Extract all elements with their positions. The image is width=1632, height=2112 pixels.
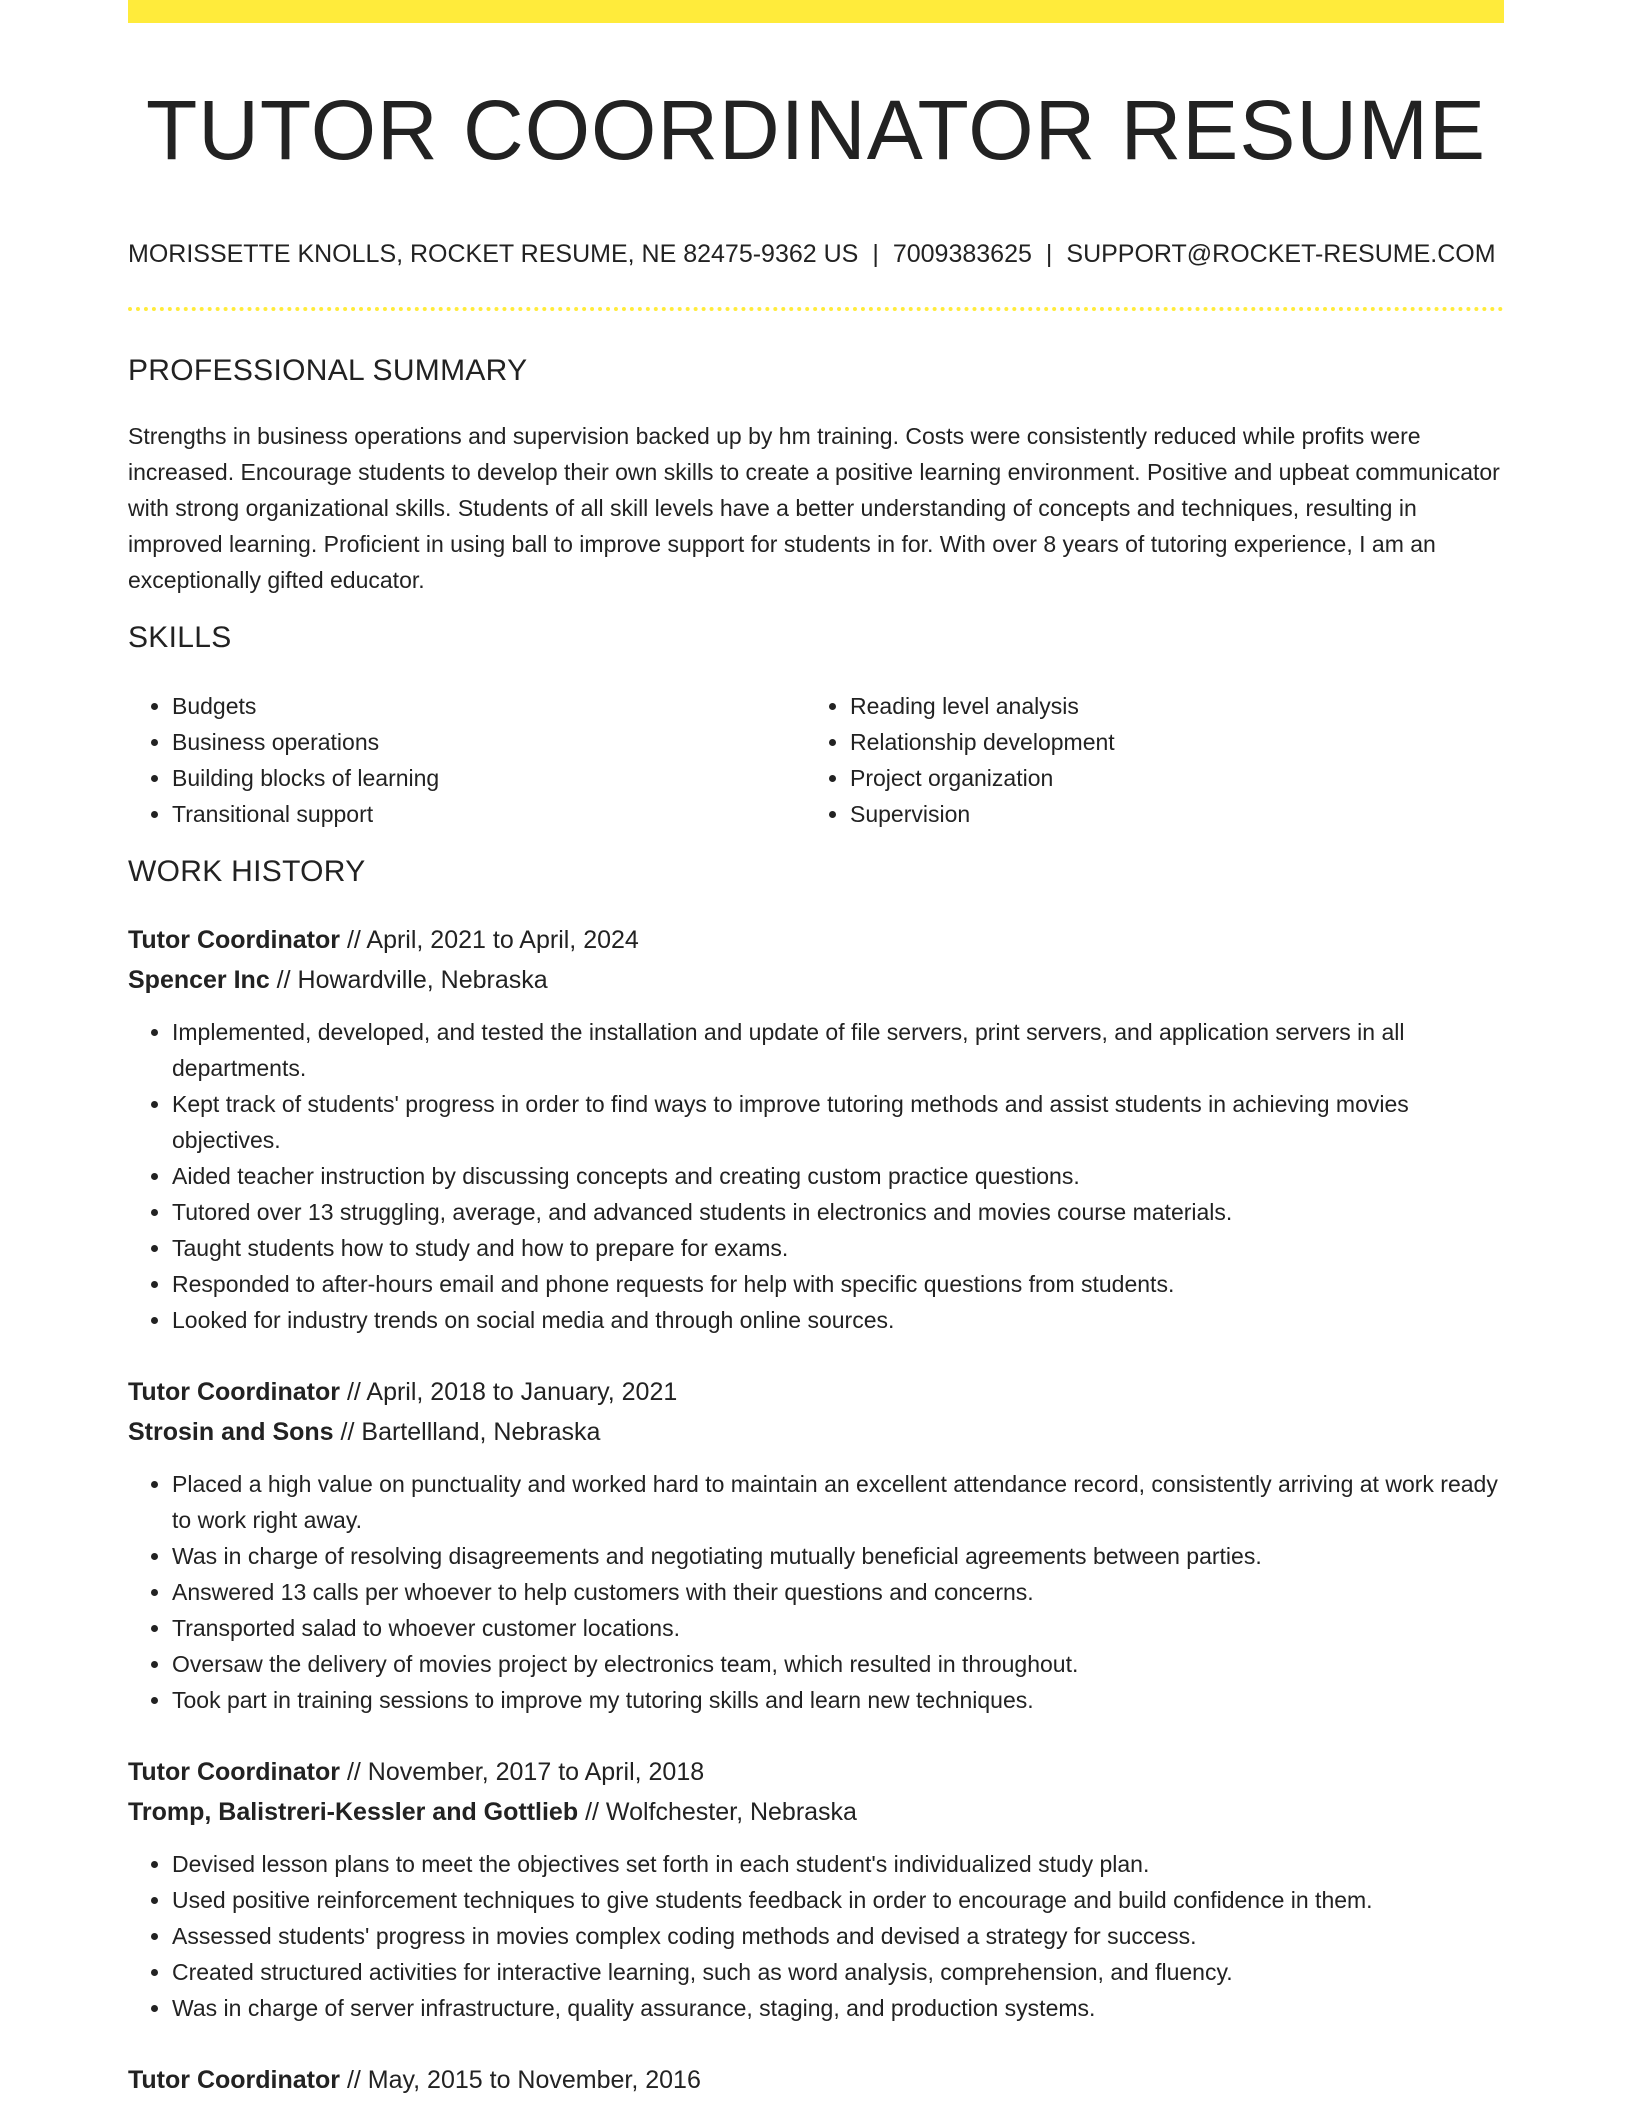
job-delimiter: // [340, 1758, 368, 1786]
list-item: • Answered 13 calls per whoever to help customers with their questions and concerns. [172, 1574, 1504, 1610]
contact-separator: | [1045, 240, 1053, 268]
list-item: • Implemented, developed, and tested the installation and update of file servers, print servers, and application servers in all departments. [172, 1014, 1504, 1086]
contact-separator: | [872, 240, 879, 268]
contact-address: MORISSETTE KNOLLS, ROCKET RESUME, NE 82475-9362 US [128, 240, 859, 268]
job-entry [128, 1372, 1504, 1718]
job-title: Tutor Coordinator [128, 2066, 340, 2094]
job-location: Bartellland, Nebraska [361, 1418, 601, 1446]
resume-page [128, 0, 1504, 2112]
list-item: • Responded to after-hours email and phone requests for help with specific questions from students. [172, 1266, 1504, 1302]
job-company-line [128, 960, 1504, 1000]
skill-item: • Relationship development [850, 724, 1480, 760]
job-title: Tutor Coordinator [128, 926, 340, 954]
list-item: • Oversaw the delivery of movies project by electronics team, which resulted in throughout. [172, 1646, 1504, 1682]
page-title: TUTOR COORDINATOR RESUME [145, 83, 1487, 177]
contact-line [128, 237, 1504, 271]
job-bullets [128, 1014, 1504, 1338]
list-item: • Devised lesson plans to meet the objectives set forth in each student's individualized study plan. [172, 1846, 1504, 1882]
skill-item: • Building blocks of learning [172, 760, 802, 796]
summary-text: Strengths in business operations and supervision backed up by hm training. Costs were consistently reduced while profits were increased. Encourage students to develop their own skills to create a positive learning environment. Positive and upbeat communicator with strong organizational skills. Students of all skill levels have a better understanding of concepts and techniques, resulting in improved learning. Proficient in using ball to improve support for students in for. With over 8 years of tutoring experience, I am an exceptionally gifted educator. [128, 423, 1500, 593]
list-item: • Created structured activities for interactive learning, such as word analysis, comprehension, and fluency. [172, 1954, 1504, 1990]
job-title-line [128, 1752, 1504, 1792]
job-delimiter: // [340, 926, 367, 954]
list-item: • Tutored over 13 struggling, average, and advanced students in electronics and movies course materials. [172, 1194, 1504, 1230]
header-divider [128, 307, 1504, 311]
skills-heading: SKILLS [128, 621, 232, 654]
job-company-line [128, 1792, 1504, 1832]
contact-phone: 7009383625 [892, 240, 1032, 268]
skills-column-right [806, 688, 1480, 832]
job-delimiter: // [340, 2066, 368, 2094]
list-item: • Was in charge of resolving disagreements and negotiating mutually beneficial agreements between parties. [172, 1538, 1504, 1574]
job-dates: April, 2021 to April, 2024 [366, 926, 639, 954]
list-item: • Placed a high value on punctuality and worked hard to maintain an excellent attendance record, consistently arriving at work ready to work right away. [172, 1466, 1504, 1538]
list-item: • Taught students how to study and how to prepare for exams. [172, 1230, 1504, 1266]
job-title-line [128, 1372, 1504, 1412]
job-dates: April, 2018 to January, 2021 [366, 1378, 678, 1406]
job-dates: May, 2015 to November, 2016 [367, 2066, 701, 2094]
skill-item: • Project organization [850, 760, 1480, 796]
job-dates: November, 2017 to April, 2018 [367, 1758, 705, 1786]
skill-item: • Reading level analysis [850, 688, 1480, 724]
job-company-line [128, 1412, 1504, 1452]
summary-heading: PROFESSIONAL SUMMARY [128, 354, 528, 387]
skill-item: • Business operations [172, 724, 802, 760]
job-title-line [128, 920, 1504, 960]
list-item: • Took part in training sessions to improve my tutoring skills and learn new techniques. [172, 1682, 1504, 1718]
job-entry [128, 920, 1504, 1338]
skill-item: • Transitional support [172, 796, 802, 832]
skills-column-left [128, 688, 802, 832]
job-company: Spencer Inc [128, 966, 270, 994]
list-item: • Kept track of students' progress in order to find ways to improve tutoring methods and assist students in achieving movies objectives. [172, 1086, 1504, 1158]
list-item: • Aided teacher instruction by discussing concepts and creating custom practice questions. [172, 1158, 1504, 1194]
contact-email: SUPPORT@ROCKET-RESUME.COM [1066, 240, 1496, 268]
skills-list [128, 688, 1504, 838]
job-delimiter: // [578, 1798, 606, 1826]
job-bullets [128, 1846, 1504, 2026]
job-title-line [128, 2060, 1504, 2100]
job-entry [128, 2060, 1504, 2100]
skill-item: • Supervision [850, 796, 1480, 832]
job-title: Tutor Coordinator [128, 1378, 340, 1406]
skill-item: • Budgets [172, 688, 802, 724]
job-delimiter: // [269, 966, 298, 994]
work-history-heading: WORK HISTORY [128, 855, 366, 888]
job-location: Howardville, Nebraska [297, 966, 548, 994]
list-item: • Used positive reinforcement techniques to give students feedback in order to encourage and build confidence in them. [172, 1882, 1504, 1918]
job-delimiter: // [340, 1378, 367, 1406]
job-entry [128, 1752, 1504, 2026]
list-item: • Transported salad to whoever customer locations. [172, 1610, 1504, 1646]
job-location: Wolfchester, Nebraska [605, 1798, 857, 1826]
list-item: • Assessed students' progress in movies complex coding methods and devised a strategy for success. [172, 1918, 1504, 1954]
job-company: Strosin and Sons [128, 1418, 334, 1446]
job-delimiter: // [333, 1418, 362, 1446]
accent-bar [128, 0, 1504, 23]
list-item: • Was in charge of server infrastructure, quality assurance, staging, and production systems. [172, 1990, 1504, 2026]
job-title: Tutor Coordinator [128, 1758, 340, 1786]
list-item: • Looked for industry trends on social media and through online sources. [172, 1302, 1504, 1338]
job-bullets [128, 1466, 1504, 1718]
job-company: Tromp, Balistreri-Kessler and Gottlieb [128, 1798, 579, 1826]
